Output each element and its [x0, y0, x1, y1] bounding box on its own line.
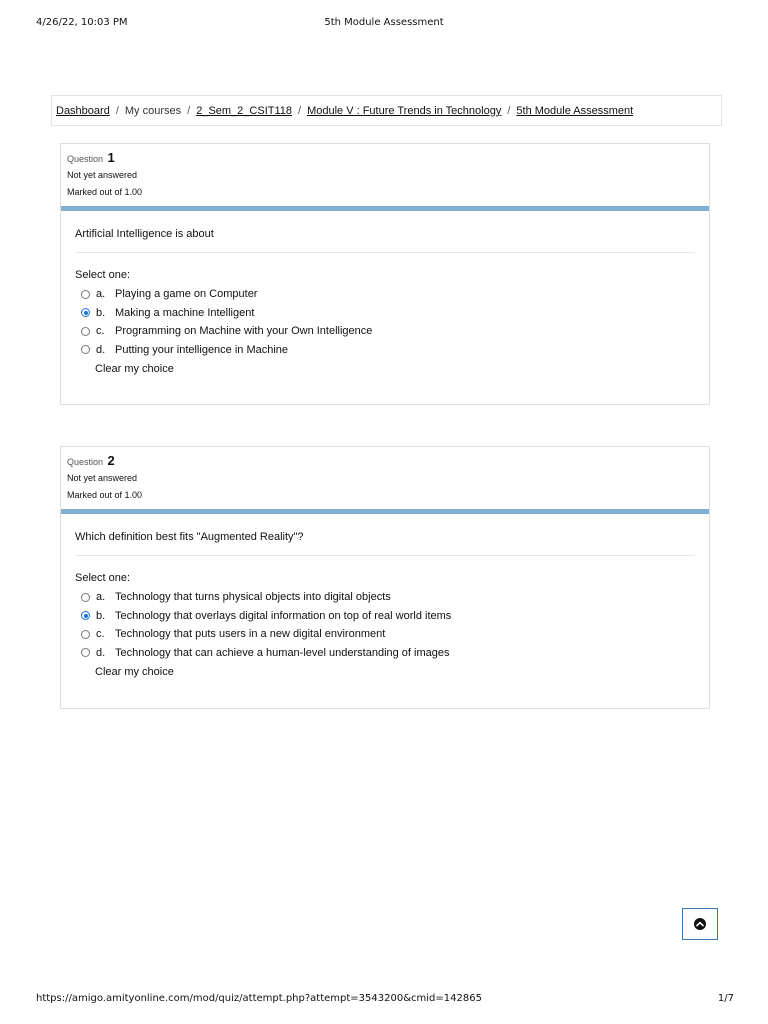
answer-option-b[interactable]: [75, 304, 695, 323]
breadcrumb: [51, 95, 722, 126]
question-info: [61, 447, 709, 509]
question-grade: Marked out of 1.00: [67, 490, 143, 500]
print-url: https://amigo.amityonline.com/mod/quiz/attempt.php?attempt=3543200&cmid=142865: [36, 993, 482, 1004]
print-page-number: 1/7: [717, 993, 734, 1004]
breadcrumb-assessment[interactable]: 5th Module Assessment: [516, 104, 634, 117]
answer-letter: a.: [96, 591, 106, 604]
radio-button[interactable]: [81, 327, 90, 336]
question-state: Not yet answered: [67, 170, 138, 180]
print-header: [0, 17, 768, 31]
select-one-label: Select one:: [75, 269, 131, 281]
answer-text: Technology that turns physical objects into digital objects: [115, 591, 391, 604]
answer-letter: b.: [96, 609, 106, 622]
radio-button-selected[interactable]: [81, 611, 90, 620]
back-to-top-button[interactable]: [682, 908, 718, 940]
question-content: [61, 211, 709, 377]
answer-letter: c.: [96, 325, 105, 338]
clear-my-choice-link[interactable]: Clear my choice: [95, 363, 174, 375]
answer-letter: b.: [96, 306, 106, 319]
radio-button[interactable]: [81, 593, 90, 602]
select-one-label: Select one:: [75, 572, 131, 584]
breadcrumb-separator: /: [115, 104, 119, 117]
answer-letter: a.: [96, 288, 106, 301]
radio-button[interactable]: [81, 345, 90, 354]
print-footer: [0, 993, 768, 1007]
breadcrumb-separator: /: [187, 104, 191, 117]
answer-text: Technology that puts users in a new digital environment: [115, 628, 386, 641]
answer-text: Putting your intelligence in Machine: [115, 343, 289, 356]
question-label: Question: [67, 457, 104, 467]
answer-list: [75, 285, 695, 359]
breadcrumb-course[interactable]: 2_Sem_2_CSIT118: [196, 104, 293, 117]
answer-option-c[interactable]: [75, 322, 695, 341]
question-number: 1: [107, 150, 115, 165]
answer-list: [75, 588, 695, 662]
answer-option-d[interactable]: [75, 644, 695, 663]
answer-option-a[interactable]: [75, 588, 695, 607]
answer-letter: d.: [96, 343, 106, 356]
breadcrumb-module[interactable]: Module V : Future Trends in Technology: [307, 104, 502, 117]
question-2: [60, 446, 710, 709]
breadcrumb-separator: /: [298, 104, 302, 117]
answer-text: Playing a game on Computer: [115, 288, 258, 301]
breadcrumb-separator: /: [507, 104, 511, 117]
question-label: Question: [67, 154, 104, 164]
question-1: [60, 143, 710, 405]
radio-button[interactable]: [81, 290, 90, 299]
question-info: [61, 144, 709, 206]
answer-text: Programming on Machine with your Own Intelligence: [115, 325, 373, 338]
answer-option-c[interactable]: [75, 625, 695, 644]
answer-text: Technology that can achieve a human-level understanding of images: [115, 646, 450, 659]
chevron-up-icon: [694, 918, 706, 930]
print-page-title: 5th Module Assessment: [324, 17, 444, 28]
answer-letter: c.: [96, 628, 105, 641]
clear-my-choice-link[interactable]: Clear my choice: [95, 666, 174, 678]
answer-option-a[interactable]: [75, 285, 695, 304]
question-text: Artificial Intelligence is about: [75, 228, 695, 253]
question-state: Not yet answered: [67, 473, 138, 483]
question-grade: Marked out of 1.00: [67, 187, 143, 197]
answer-option-b[interactable]: [75, 607, 695, 626]
breadcrumb-my-courses: My courses: [124, 104, 182, 117]
question-text: Which definition best fits "Augmented Reality"?: [75, 531, 695, 556]
question-content: [61, 514, 709, 680]
answer-text: Making a machine Intelligent: [115, 306, 255, 319]
answer-option-d[interactable]: [75, 341, 695, 360]
answer-letter: d.: [96, 646, 106, 659]
question-number: 2: [107, 453, 115, 468]
radio-button-selected[interactable]: [81, 308, 90, 317]
print-datetime: 4/26/22, 10:03 PM: [36, 17, 128, 28]
answer-text: Technology that overlays digital information on top of real world items: [115, 609, 452, 622]
radio-button[interactable]: [81, 648, 90, 657]
breadcrumb-dashboard[interactable]: Dashboard: [56, 104, 110, 117]
radio-button[interactable]: [81, 630, 90, 639]
